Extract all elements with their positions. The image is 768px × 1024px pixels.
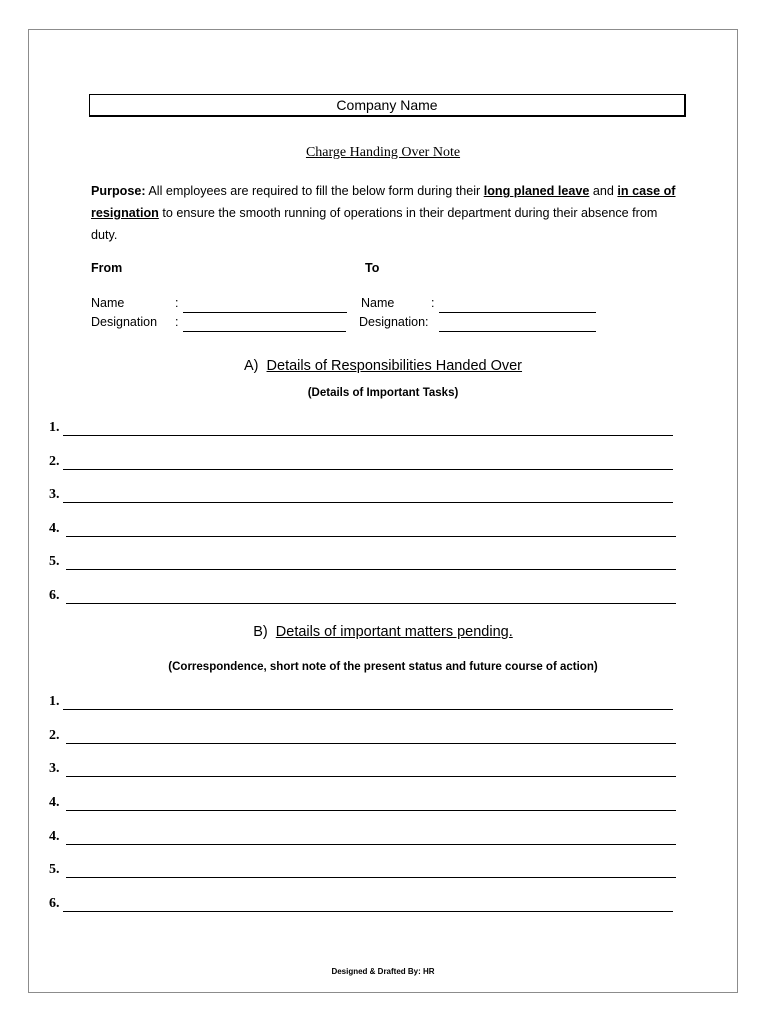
line-number: 2. [49, 728, 60, 743]
section-a-subtitle: (Details of Important Tasks) [307, 387, 459, 399]
line-number: 1. [49, 694, 60, 709]
to-designation-field[interactable] [439, 331, 596, 332]
section-a-prefix: A) [243, 358, 259, 374]
section-b-prefix: B) [253, 624, 268, 640]
to-heading: To [365, 261, 380, 275]
purpose-paragraph [91, 180, 681, 246]
section-a-heading: Details of Responsibilities Handed Over [266, 358, 523, 374]
from-designation-field[interactable] [183, 331, 346, 332]
from-designation-label: Designation [91, 315, 158, 329]
from-name-label: Name [91, 296, 125, 310]
line-number: 6. [49, 896, 60, 911]
company-name-box: Company Name [89, 94, 686, 117]
document-page [28, 29, 738, 993]
line-number: 4. [49, 795, 60, 810]
section-b-heading: Details of important matters pending. [275, 624, 513, 640]
from-name-field[interactable] [183, 312, 347, 313]
from-heading: From [91, 261, 123, 275]
section-a-title [29, 358, 737, 374]
line-number: 1. [49, 420, 60, 435]
line-number: 5. [49, 554, 60, 569]
to-name-colon: : [431, 296, 435, 310]
purpose-text-1: All employees are required to fill the below form during their [145, 184, 484, 198]
document-title: Charge Handing Over Note [305, 145, 461, 160]
line-number: 6. [49, 588, 60, 603]
section-b-subtitle: (Correspondence, short note of the present status and future course of action) [168, 661, 598, 673]
purpose-emphasis-resignation: in case of resignation [91, 184, 676, 220]
line-number: 4. [49, 521, 60, 536]
purpose-text-3: to ensure the smooth running of operations in their department during their absence from duty. [91, 206, 658, 242]
purpose-text-2: and [589, 184, 618, 198]
purpose-emphasis-leave: long planed leave [483, 184, 590, 198]
line-number: 2. [49, 454, 60, 469]
purpose-label: Purpose: [91, 184, 146, 198]
line-number: 3. [49, 761, 60, 776]
from-name-colon: : [175, 296, 179, 310]
from-designation-colon: : [175, 315, 179, 329]
to-name-label: Name [361, 296, 395, 310]
line-number: 5. [49, 862, 60, 877]
line-number: 4. [49, 829, 60, 844]
line-number: 3. [49, 487, 60, 502]
section-b-title [29, 624, 737, 640]
to-designation-label: Designation: [359, 315, 429, 329]
footer-credit: Designed & Drafted By: HR [331, 967, 435, 976]
to-name-field[interactable] [439, 312, 596, 313]
